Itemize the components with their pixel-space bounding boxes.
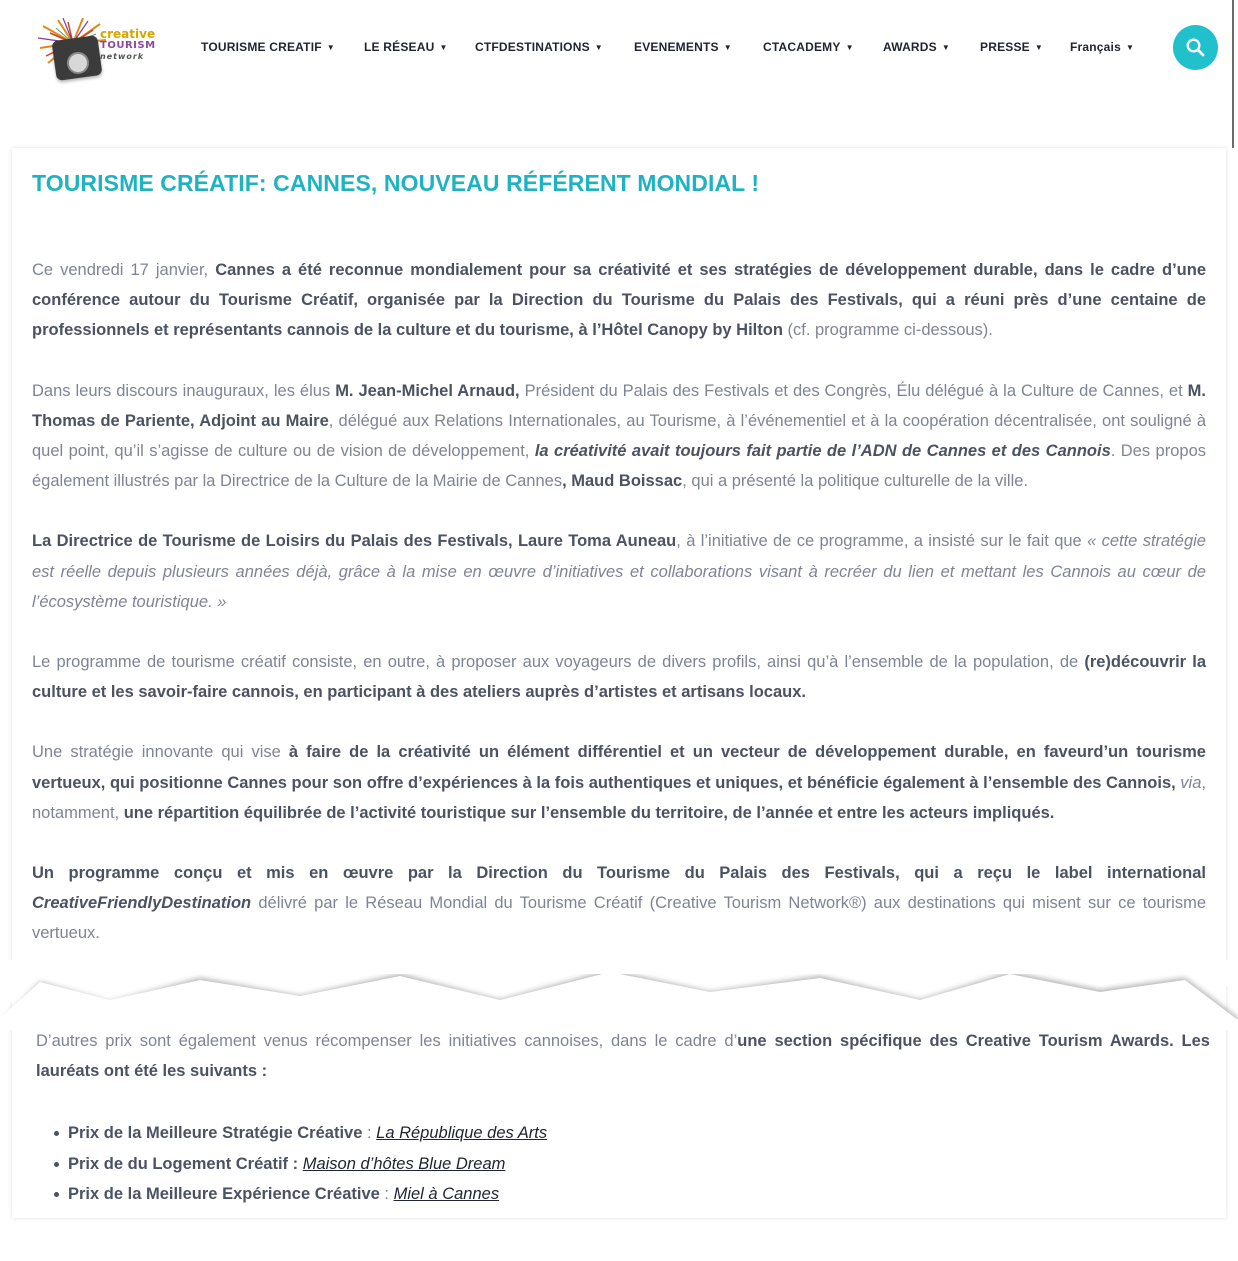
nav-label: CTFDESTINATIONS — [475, 40, 590, 54]
nav-tourisme-creatif[interactable] — [201, 40, 335, 54]
logo-line-1: creative — [100, 27, 156, 41]
nav-presse[interactable] — [980, 40, 1043, 54]
text-strong: une répartition équilibrée de l’activité touristique sur l’ensemble du territoire, de l’année et entre les acteurs impliqués. — [123, 803, 1055, 822]
paragraph-3 — [32, 526, 1206, 617]
text: délivré par le Réseau Mondial du Tourisme Créatif (Creative Tourism Network®) aux destinations qui misent sur ce tourisme vertueux. — [32, 894, 1206, 943]
text-strong-italic: la créativité avait toujours fait partie de l’ADN de Cannes et des Cannois — [534, 442, 1111, 461]
text: Une stratégie innovante qui vise — [32, 743, 289, 762]
caret-down-icon: ▼ — [845, 43, 854, 52]
text-strong: une section spécifique des Creative Tourism Awards. Les lauréats ont été les suivants : — [36, 1032, 1210, 1081]
text-strong: M. Thomas de Pariente, Adjoint au Maire — [32, 381, 1206, 430]
creative-tourism-network-logo[interactable] — [14, 12, 164, 86]
text-strong: Cannes a été reconnue mondialement pour sa créativité et ses stratégies de développement durable, dans le cadre d’une conférence autour du Tourisme Créatif, organisée par la Direction du Tourisme du Palais des Festivals, qui a réuni près d’une centaine de professionnels et représentants cannois de la culture et du tourisme, à l’Hôtel Canopy by Hilton — [32, 261, 1206, 340]
caret-down-icon: ▼ — [723, 43, 732, 52]
nav-label: AWARDS — [883, 40, 937, 54]
award-name: Prix de la Meilleure Expérience Créative — [68, 1185, 380, 1203]
text: Dans leurs discours inauguraux, les élus — [32, 381, 336, 400]
nav-label: EVENEMENTS — [634, 40, 719, 54]
award-name: Prix de la Meilleure Stratégie Créative — [68, 1124, 363, 1142]
award-winner-link[interactable]: Miel à Cannes — [393, 1185, 500, 1203]
lens-icon — [67, 52, 89, 74]
logo-line-3: network — [100, 52, 145, 61]
nav-awards[interactable] — [883, 40, 950, 54]
caret-down-icon: ▼ — [594, 43, 603, 52]
nav-language-selector[interactable] — [1070, 40, 1134, 54]
caret-down-icon: ▼ — [326, 43, 335, 52]
paragraph-4 — [32, 647, 1206, 707]
paragraph-1 — [32, 255, 1206, 346]
article-body — [32, 255, 1206, 949]
award-winner-link[interactable]: Maison d’hôtes Blue Dream — [302, 1154, 506, 1173]
list-item — [50, 1118, 547, 1149]
nav-ctacademy[interactable] — [763, 40, 854, 54]
caret-down-icon: ▼ — [1125, 43, 1135, 52]
caret-down-icon: ▼ — [439, 43, 448, 52]
award-name: Prix de du Logement Créatif : — [68, 1154, 299, 1173]
text: , notamment, — [32, 773, 1206, 822]
nav-label: PRESSE — [980, 40, 1030, 54]
nav-label: TOURISME CREATIF — [201, 40, 322, 54]
quote: « cette stratégie est réelle depuis plusieurs années déjà, grâce à la mise en œuvre d’initiatives et collaborations visant à recréer du lien et mettant les Cannois au cœur de l’écosystème touristique. » — [32, 532, 1206, 611]
search-button[interactable] — [1173, 25, 1218, 70]
label-name: CreativeFriendlyDestination — [32, 894, 252, 913]
text: . Des propos également illustrés par la Directrice de la Culture de la Mairie de Cannes — [32, 442, 1206, 491]
text-strong: , Maud Boissac — [562, 472, 683, 491]
caret-down-icon: ▼ — [1034, 43, 1044, 52]
text: Président du Palais des Festivals et des Congrès, Élu délégué à la Culture de Cannes, et — [519, 381, 1188, 400]
site-header — [0, 0, 1238, 96]
text: , à l’initiative de ce programme, a insisté sur le fait que — [676, 532, 1088, 551]
paragraph-6 — [32, 858, 1206, 949]
nav-evenements[interactable] — [634, 40, 732, 54]
text-strong: Un programme conçu et mis en œuvre par la Direction du Tourisme du Palais des Festivals, qui a reçu le label international — [32, 864, 1206, 883]
separator: : — [379, 1185, 394, 1203]
text-strong: (re)découvrir la culture et les savoir-faire cannois, en participant à des ateliers auprès d’artistes et artisans locaux. — [32, 653, 1207, 702]
awards-list — [50, 1118, 547, 1210]
text: Ce vendredi 17 janvier, — [32, 261, 216, 279]
list-item — [50, 1179, 547, 1210]
nav-ctfdestinations[interactable] — [475, 40, 603, 54]
paragraph-7 — [36, 1026, 1210, 1086]
search-icon — [1186, 38, 1205, 57]
text: Le programme de tourisme créatif consiste, en outre, à proposer aux voyageurs de divers profils, ainsi qu’à l’ensemble de la population, de — [32, 653, 1085, 672]
award-winner-link[interactable]: La République des Arts — [376, 1124, 548, 1142]
list-item — [50, 1149, 547, 1180]
text: , qui a présenté la politique culturelle de la ville. — [682, 472, 1029, 491]
text-strong: La Directrice de Tourisme de Loisirs du Palais des Festivals, Laure Toma Auneau — [32, 532, 677, 551]
text: D’autres prix sont également venus récompenser les initiatives cannoises, dans le cadre d’ — [36, 1032, 738, 1050]
article-title: TOURISME CRÉATIF: CANNES, NOUVEAU RÉFÉRENT MONDIAL ! — [32, 170, 760, 196]
nav-le-reseau[interactable] — [364, 40, 448, 54]
nav-label: Français — [1070, 40, 1121, 54]
nav-label: LE RÉSEAU — [364, 40, 435, 54]
caret-down-icon: ▼ — [941, 43, 950, 52]
text-strong: M. Jean-Michel Arnaud, — [335, 381, 520, 400]
text: , délégué aux Relations Internationales, au Tourisme, à l’événementiel et à la coopération décentralisée, ont souligné à quel point, qu’il s’agisse de culture ou de vision de développement, — [32, 411, 1206, 461]
paragraph-5 — [32, 737, 1206, 828]
text: (cf. programme ci-dessous). — [782, 321, 993, 340]
awards-intro — [36, 1026, 1210, 1086]
paragraph-2 — [32, 376, 1206, 497]
text-strong: à faire de la créativité un élément différentiel et un vecteur de développement durable, en faveurd’un tourisme vertueux, qui positionne Cannes pour son offre d’expériences à la fois authentiques et uniques, et bénéficie également à l’ensemble des Cannois, — [32, 743, 1206, 792]
separator: : — [362, 1124, 377, 1142]
torn-page-divider — [0, 960, 1238, 1030]
logo-line-2: TOURISM — [100, 40, 156, 51]
nav-label: CTACADEMY — [763, 40, 841, 54]
text-italic: via — [1175, 773, 1202, 792]
